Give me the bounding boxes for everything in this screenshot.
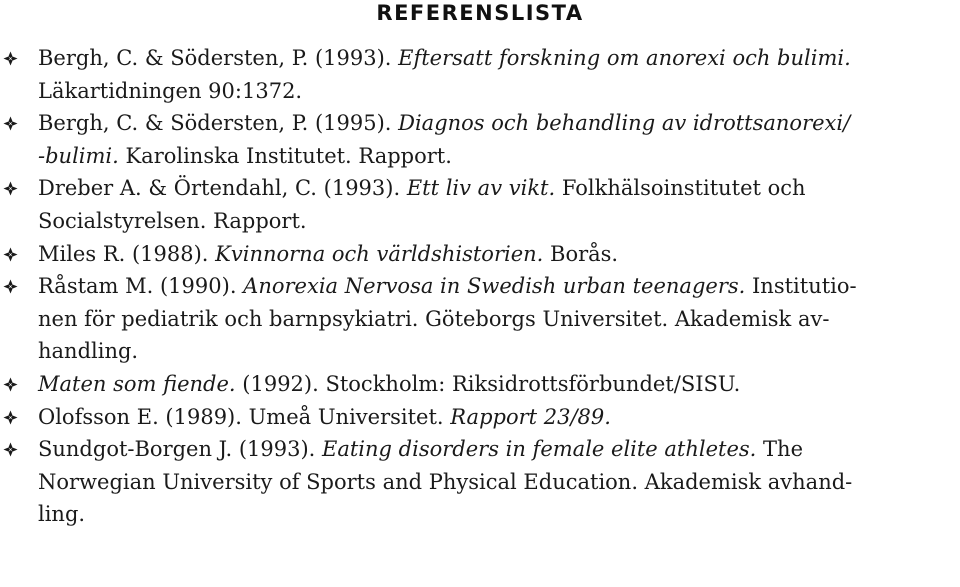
reference-title-text: Maten som fiende. [38, 371, 236, 396]
reference-line [38, 205, 954, 238]
reference-text: Folkhälsoinstitutet och [555, 176, 806, 201]
reference-line [38, 140, 954, 173]
reference-text: handling. [38, 339, 139, 364]
diamond-bullet-icon [3, 410, 18, 425]
reference-text: Institutio- [745, 274, 857, 299]
reference-line [38, 368, 954, 401]
diamond-bullet-icon [3, 377, 18, 392]
diamond-bullet-icon [3, 442, 18, 457]
reference-text: nen för pediatrik och barnpsykiatri. Göteborgs Universitet. Akademisk av- [38, 306, 830, 331]
reference-item [0, 107, 960, 172]
reference-text: (1992). Stockholm: Riksidrottsförbundet/SISU. [235, 371, 741, 396]
reference-line [38, 107, 954, 140]
reference-line [38, 172, 954, 205]
reference-item [0, 401, 960, 434]
reference-title-text: Kvinnorna och världshistorien. [215, 241, 544, 266]
reference-text: Läkartidningen 90:1372. [38, 78, 303, 103]
reference-line [38, 270, 954, 303]
reference-line [38, 433, 954, 466]
reference-list [0, 42, 960, 531]
reference-title-text: Ett liv av vikt. [406, 176, 556, 201]
reference-title-text: Diagnos och behandling av idrottsanorexi/ [398, 111, 851, 136]
reference-line [38, 498, 954, 531]
reference-title-text: Anorexia Nervosa in Swedish urban teenagers. [243, 274, 746, 299]
diamond-bullet-icon [3, 181, 18, 196]
reference-item [0, 433, 960, 531]
page-title: REFERENSLISTA [376, 1, 584, 25]
reference-title-text: Eating disorders in female elite athletes. [322, 437, 757, 462]
reference-text: Dreber A. & Örtendahl, C. (1993). [38, 176, 407, 201]
reference-line [38, 401, 954, 434]
reference-title-text: Rapport 23/89. [450, 404, 611, 429]
reference-title-text: Eftersatt forskning om anorexi och bulimi. [398, 46, 851, 70]
reference-text: Råstam M. (1990). [38, 274, 244, 299]
reference-item [0, 368, 960, 401]
diamond-bullet-icon [3, 247, 18, 262]
reference-text: Miles R. (1988). [38, 241, 216, 266]
reference-line [38, 466, 954, 499]
reference-text: Socialstyrelsen. Rapport. [38, 208, 307, 233]
reference-text: The [756, 437, 804, 462]
reference-item [0, 172, 960, 237]
reference-text: Karolinska Institutet. Rapport. [118, 143, 452, 168]
reference-line [38, 42, 954, 75]
reference-text: Norwegian University of Sports and Physical Education. Akademisk avhand- [38, 469, 853, 494]
reference-line [38, 238, 954, 271]
reference-text: Bergh, C. & Södersten, P. (1995). [38, 111, 399, 136]
reference-text: ling. [38, 502, 86, 527]
reference-text: Olofsson E. (1989). Umeå Universitet. [38, 404, 451, 429]
reference-text: Borås. [543, 241, 619, 266]
reference-item [0, 42, 960, 107]
reference-text: Sundgot-Borgen J. (1993). [38, 437, 323, 462]
reference-item [0, 238, 960, 271]
reference-line [38, 75, 954, 108]
diamond-bullet-icon [3, 279, 18, 294]
reference-text: Bergh, C. & Södersten, P. (1993). [38, 46, 399, 70]
reference-item [0, 270, 960, 368]
diamond-bullet-icon [3, 116, 18, 131]
reference-line [38, 303, 954, 336]
reference-title-text: -bulimi. [38, 143, 119, 168]
reference-line [38, 335, 954, 368]
diamond-bullet-icon [3, 51, 18, 66]
